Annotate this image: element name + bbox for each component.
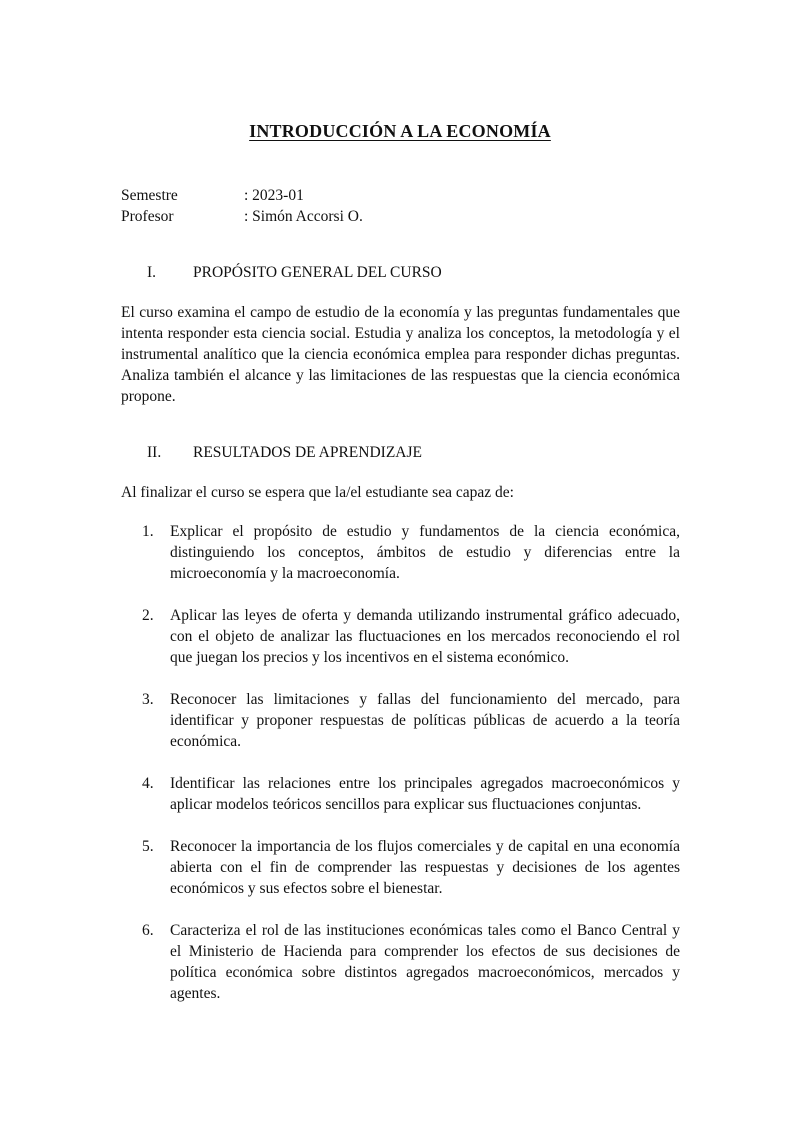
list-text: Reconocer las limitaciones y fallas del funcionamiento del mercado, para identificar y proponer respuestas de políticas públicas de acuerdo a la teoría económica. [170,691,680,750]
course-meta [121,185,681,227]
list-number: 4. [142,775,154,792]
list-item [121,773,680,815]
meta-label: Profesor [121,208,174,225]
list-item [121,689,680,752]
list-item [121,605,680,668]
list-number: 2. [142,607,154,624]
outcomes-intro: Al finalizar el curso se espera que la/el estudiante sea capaz de: [121,484,514,501]
purpose-paragraph: El curso examina el campo de estudio de la economía y las preguntas fundamentales que intenta responder esta ciencia social. Estudia y analiza los conceptos, la metodología y el instrumental analítico que la ciencia económica emplea para responder dichas preguntas. Analiza también el alcance y las limitaciones de las respuestas que la ciencia económica propone. [121,304,680,405]
list-text: Identificar las relaciones entre los principales agregados macroeconómicos y aplicar modelos teóricos sencillos para explicar sus fluctuaciones conjuntas. [170,775,680,813]
list-number: 6. [142,922,154,939]
list-item [121,836,680,899]
list-item [121,521,680,584]
document-title: INTRODUCCIÓN A LA ECONOMÍA [249,121,551,141]
section-heading-outcomes [147,442,422,463]
meta-label: Semestre [121,187,178,204]
section-heading-purpose [147,262,442,283]
section-title: RESULTADOS DE APRENDIZAJE [193,444,422,461]
meta-row-professor [121,206,681,227]
list-text: Explicar el propósito de estudio y fundamentos de la ciencia económica, distinguiendo los conceptos, ámbitos de estudio y diferencias entre la microeconomía y la macroeconomía. [170,523,680,582]
list-item [121,920,680,1004]
section-title: PROPÓSITO GENERAL DEL CURSO [193,264,442,281]
list-text: Caracteriza el rol de las instituciones económicas tales como el Banco Central y el Ministerio de Hacienda para comprender los efectos de sus decisiones de política económica sobre distintos agregados macroeconómicos, mercados y agentes. [170,922,680,1002]
list-number: 3. [142,691,154,708]
section-number: I. [147,264,157,281]
meta-value: : Simón Accorsi O. [244,208,363,225]
meta-value: : 2023-01 [244,187,304,204]
list-text: Aplicar las leyes de oferta y demanda utilizando instrumental gráfico adecuado, con el objeto de analizar las fluctuaciones en los mercados reconociendo el rol que juegan los precios y los incentivos en el sistema económico. [170,607,680,666]
outcomes-list [121,521,680,1025]
list-number: 1. [142,523,154,540]
meta-row-semester [121,185,681,206]
section-number: II. [147,444,162,461]
list-number: 5. [142,838,154,855]
list-text: Reconocer la importancia de los flujos comerciales y de capital en una economía abierta con el fin de comprender las respuestas y decisiones de los agentes económicos y sus efectos sobre el bienestar. [170,838,680,897]
